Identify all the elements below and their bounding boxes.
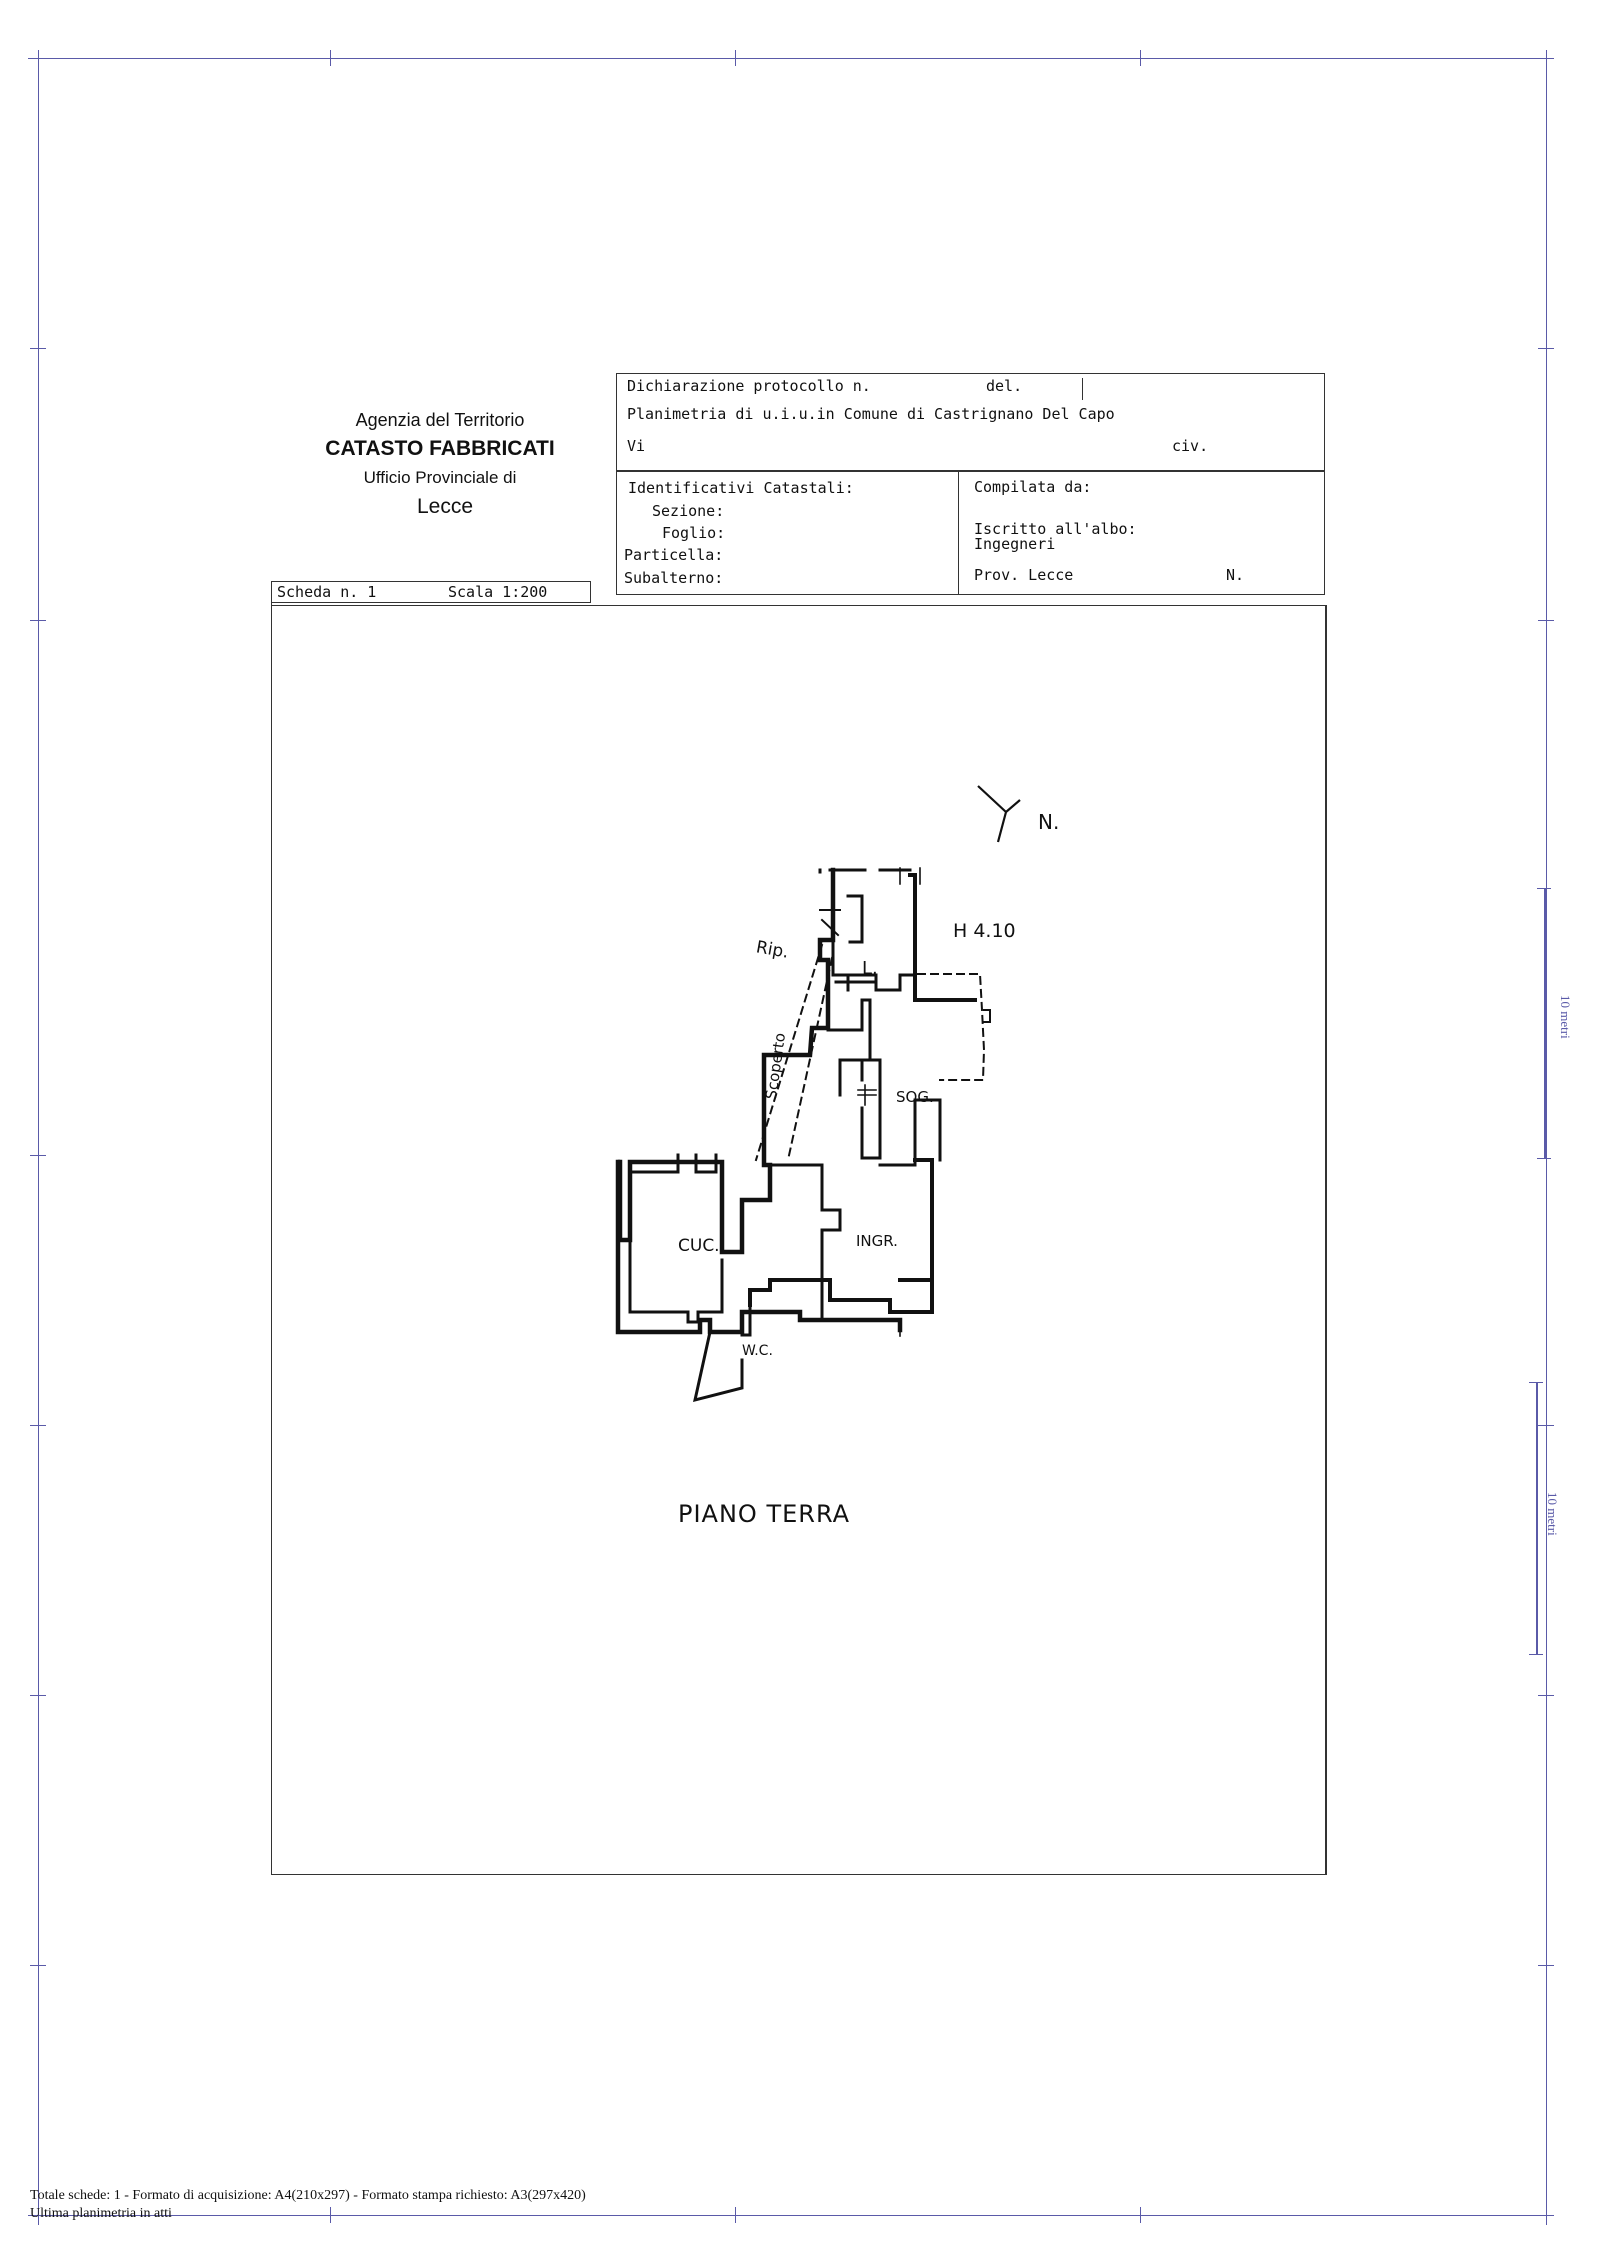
identifiers-divider: [958, 471, 959, 595]
drawing-frame-bottom: [271, 1874, 1327, 1875]
scala-label: Scala 1:200: [448, 583, 548, 601]
rip-label: Rip.: [754, 937, 791, 963]
albo-label: Iscritto all'albo:: [974, 520, 1137, 538]
compiler-title: Compilata da:: [974, 478, 1092, 496]
subalterno-label: Subalterno:: [624, 569, 724, 587]
frame-tick: [30, 620, 46, 621]
frame-tick: [330, 50, 331, 66]
frame-tick: [330, 2207, 331, 2223]
frame-tick: [1538, 1965, 1554, 1966]
frame-right-line: [1546, 50, 1547, 2225]
cuc-label: CUC.: [678, 1236, 720, 1256]
height-label: H 4.10: [953, 920, 1016, 942]
footer-line-2: Ultima planimetria in atti: [30, 2206, 172, 2221]
province-label: Prov. Lecce: [974, 566, 1074, 584]
frame-tick: [30, 1695, 46, 1696]
north-label: N.: [1038, 810, 1060, 834]
frame-tick: [1538, 620, 1554, 621]
scoperto-label: Scoperto: [762, 1031, 790, 1101]
scale-bar-1-end: [1537, 1158, 1551, 1159]
scale-bar-2-end: [1529, 1654, 1543, 1655]
drawing-frame-right: [1325, 605, 1327, 1875]
footer-line-1: Totale schede: 1 - Formato di acquisizione: A4(210x297) - Formato stampa richiesto: A3(297x420): [30, 2188, 586, 2203]
scale-bar-2: [1536, 1382, 1538, 1654]
frame-top-line: [28, 58, 1554, 59]
frame-tick: [735, 2207, 736, 2223]
frame-tick: [30, 1155, 46, 1156]
frame-tick: [735, 50, 736, 66]
scale-bar-2-label: 10 metri: [1545, 1492, 1560, 1536]
particella-label: Particella:: [624, 546, 724, 564]
planimetria-text: Planimetria di u.i.u.in Comune di Castrignano Del Capo: [627, 405, 1115, 423]
sezione-label: Sezione:: [652, 502, 725, 520]
frame-tick: [30, 1965, 46, 1966]
wc-label: W.C.: [742, 1343, 773, 1359]
via-label: Vi: [627, 437, 646, 455]
drawing-frame-top: [271, 605, 1327, 606]
frame-tick: [30, 348, 46, 349]
number-label: N.: [1226, 566, 1245, 584]
agency-name: Agenzia del Territorio: [355, 410, 525, 430]
frame-bottom-line: [28, 2215, 1554, 2216]
scale-bar-1-label: 10 metri: [1558, 995, 1573, 1039]
identifiers-title: Identificativi Catastali:: [628, 479, 854, 497]
catasto-title: CATASTO FABBRICATI: [325, 437, 555, 460]
room-l-label: L.: [862, 958, 878, 979]
frame-tick: [1538, 348, 1554, 349]
floor-label: PIANO TERRA: [678, 1500, 851, 1528]
foglio-label: Foglio:: [662, 524, 726, 542]
drawing-frame-left: [271, 603, 272, 1875]
frame-tick: [1538, 1425, 1554, 1426]
ingr-label: INGR.: [856, 1232, 898, 1250]
profession-value: Ingegneri: [974, 535, 1056, 553]
civ-label: civ.: [1172, 437, 1209, 455]
frame-tick: [30, 1425, 46, 1426]
scale-bar-1-end: [1537, 888, 1551, 889]
scale-bar-2-end: [1529, 1382, 1543, 1383]
scale-bar-1: [1544, 888, 1546, 1158]
frame-tick: [1140, 50, 1141, 66]
protocol-label: Dichiarazione protocollo n.: [627, 377, 871, 395]
frame-left-line: [38, 50, 39, 2225]
frame-tick: [1538, 1695, 1554, 1696]
scheda-label: Scheda n. 1: [277, 583, 377, 601]
office-name: Ufficio Provinciale di: [363, 468, 517, 487]
date-label: del.: [986, 377, 1023, 395]
sog-label: SOG.: [896, 1088, 934, 1106]
floor-plan: [600, 760, 1120, 1520]
date-field-marker: [1082, 378, 1083, 400]
frame-tick: [1140, 2207, 1141, 2223]
office-city: Lecce: [416, 495, 474, 518]
